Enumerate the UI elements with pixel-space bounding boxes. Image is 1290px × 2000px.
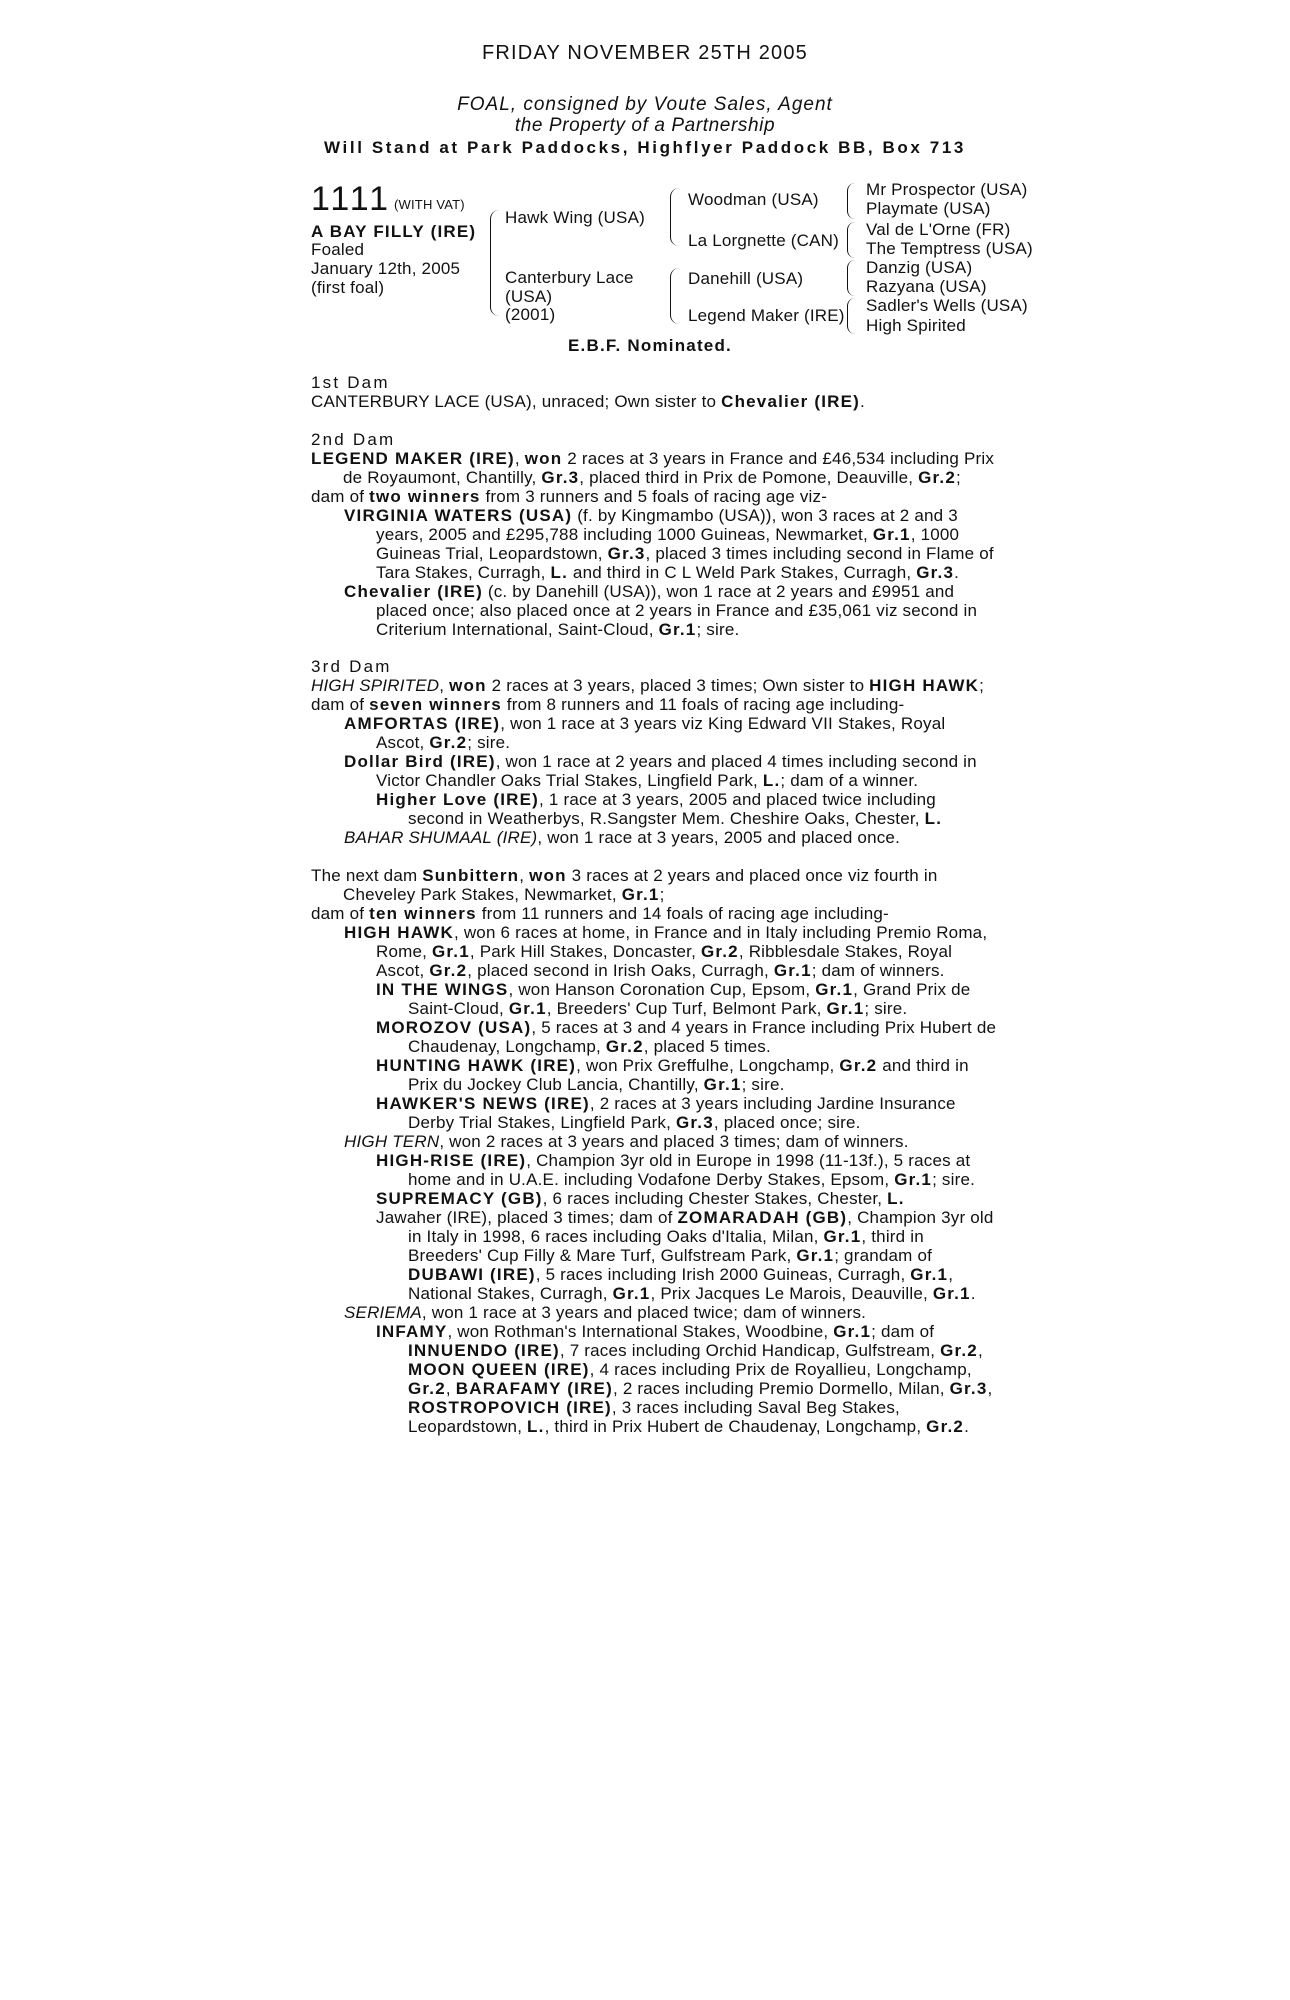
dam-sire: Danehill (USA) xyxy=(688,269,804,288)
pedigree-brace-2b xyxy=(670,268,679,324)
dollar-bird-line-2: Victor Chandler Oaks Trial Stakes, Lingfield Park, L.; dam of a winner. xyxy=(376,771,919,790)
pedigree-brace-1 xyxy=(490,210,499,316)
dam-name: Canterbury Lace xyxy=(505,268,634,287)
dam-year: (2001) xyxy=(505,305,556,324)
stand-location: Will Stand at Park Paddocks, Highflyer Paddock BB, Box 713 xyxy=(324,138,966,157)
next-dam-line-1: The next dam Sunbittern, won 3 races at 2 years and placed once viz fourth in xyxy=(311,866,938,885)
first-foal-note: (first foal) xyxy=(311,278,385,297)
first-dam-heading: 1st Dam xyxy=(311,373,390,392)
hawkers-news-line-2: Derby Trial Stakes, Lingfield Park, Gr.3, placed once; sire. xyxy=(408,1113,861,1132)
seriema-line: SERIEMA, won 1 race at 3 years and placed twice; dam of winners. xyxy=(344,1303,867,1322)
sale-date: FRIDAY NOVEMBER 25TH 2005 xyxy=(481,42,809,64)
sire-name: Hawk Wing (USA) xyxy=(505,208,645,227)
high-tern-line: HIGH TERN, won 2 races at 3 years and placed 3 times; dam of winners. xyxy=(344,1132,909,1151)
morozov-line-2: Chaudenay, Longchamp, Gr.2, placed 5 times. xyxy=(408,1037,771,1056)
infamy-line-1: INFAMY, won Rothman's International Stakes, Woodbine, Gr.1; dam of xyxy=(376,1322,935,1341)
jawaher-line-3: Breeders' Cup Filly & Mare Turf, Gulfstream Park, Gr.1; grandam of xyxy=(408,1246,933,1265)
next-dam-line-2: Cheveley Park Stakes, Newmarket, Gr.1; xyxy=(343,885,665,904)
hunting-hawk-line-2: Prix du Jockey Club Lancia, Chantilly, Gr.1; sire. xyxy=(408,1075,785,1094)
high-hawk-line-3: Ascot, Gr.2, placed second in Irish Oaks, Curragh, Gr.1; dam of winners. xyxy=(376,961,945,980)
third-dam-line-2: dam of seven winners from 8 runners and 11 foals of racing age including- xyxy=(311,695,905,714)
second-dam-line-2: de Royaumont, Chantilly, Gr.3, placed third in Prix de Pomone, Deauville, Gr.2; xyxy=(343,468,961,487)
amfortas-line-2: Ascot, Gr.2; sire. xyxy=(376,733,511,752)
vat-note: (WITH VAT) xyxy=(394,197,465,212)
amfortas-line-1: AMFORTAS (IRE), won 1 race at 3 years viz King Edward VII Stakes, Royal xyxy=(344,714,946,733)
third-dam-heading: 3rd Dam xyxy=(311,657,392,676)
virginia-waters-line-1: VIRGINIA WATERS (USA) (f. by Kingmambo (USA)), won 3 races at 2 and 3 xyxy=(344,506,958,525)
supremacy-line: SUPREMACY (GB), 6 races including Chester Stakes, Chester, L. xyxy=(376,1189,905,1208)
chevalier-line-3: Criterium International, Saint-Cloud, Gr.1; sire. xyxy=(376,620,740,639)
jawaher-line-2: in Italy in 1998, 6 races including Oaks d'Italia, Milan, Gr.1, third in xyxy=(408,1227,924,1246)
infamy-line-3: MOON QUEEN (IRE), 4 races including Prix de Royallieu, Longchamp, xyxy=(408,1360,972,1379)
chevalier-line-1: Chevalier (IRE) (c. by Danehill (USA)), won 1 race at 2 years and £9951 and xyxy=(344,582,955,601)
jawaher-line-5: National Stakes, Curragh, Gr.1, Prix Jacques Le Marois, Deauville, Gr.1. xyxy=(408,1284,976,1303)
granddam-3: Razyana (USA) xyxy=(866,277,987,296)
next-dam-line-3: dam of ten winners from 11 runners and 14 foals of racing age including- xyxy=(311,904,889,923)
granddam-2: The Temptress (USA) xyxy=(866,239,1033,258)
infamy-line-4: Gr.2, BARAFAMY (IRE), 2 races including Premio Dormello, Milan, Gr.3, xyxy=(408,1379,993,1398)
jawaher-line-1: Jawaher (IRE), placed 3 times; dam of ZOMARADAH (GB), Champion 3yr old xyxy=(376,1208,994,1227)
high-hawk-line-1: HIGH HAWK, won 6 races at home, in France and in Italy including Premio Roma, xyxy=(344,923,988,942)
pedigree-brace-2a xyxy=(670,188,679,246)
morozov-line-1: MOROZOV (USA), 5 races at 3 and 4 years in France including Prix Hubert de xyxy=(376,1018,997,1037)
second-dam-line-3: dam of two winners from 3 runners and 5 foals of racing age viz- xyxy=(311,487,828,506)
higher-love-line-2: second in Weatherbys, R.Sangster Mem. Cheshire Oaks, Chester, L. xyxy=(408,809,943,828)
first-dam-text: CANTERBURY LACE (USA), unraced; Own sister to Chevalier (IRE). xyxy=(311,392,865,411)
sire-sire: Woodman (USA) xyxy=(688,190,819,209)
high-rise-line-1: HIGH-RISE (IRE), Champion 3yr old in Europe in 1998 (11-13f.), 5 races at xyxy=(376,1151,971,1170)
hunting-hawk-line-1: HUNTING HAWK (IRE), won Prix Greffulhe, Longchamp, Gr.2 and third in xyxy=(376,1056,969,1075)
grandsire-2: Val de L'Orne (FR) xyxy=(866,220,1011,239)
jawaher-line-4: DUBAWI (IRE), 5 races including Irish 2000 Guineas, Curragh, Gr.1, xyxy=(408,1265,954,1284)
virginia-waters-line-2: years, 2005 and £295,788 including 1000 Guineas, Newmarket, Gr.1, 1000 xyxy=(376,525,960,544)
dam-origin: (USA) xyxy=(505,287,553,306)
bahar-shumaal-line: BAHAR SHUMAAL (IRE), won 1 race at 3 years, 2005 and placed once. xyxy=(344,828,901,847)
dollar-bird-line-1: Dollar Bird (IRE), won 1 race at 2 years and placed 4 times including second in xyxy=(344,752,977,771)
second-dam-heading: 2nd Dam xyxy=(311,430,396,449)
pedigree-brace-3b xyxy=(847,222,855,258)
pedigree-brace-3a xyxy=(847,183,855,219)
high-rise-line-2: home and in U.A.E. including Vodafone Derby Stakes, Epsom, Gr.1; sire. xyxy=(408,1170,976,1189)
high-hawk-line-2: Rome, Gr.1, Park Hill Stakes, Doncaster, Gr.2, Ribblesdale Stakes, Royal xyxy=(376,942,953,961)
lot-description: A BAY FILLY (IRE) xyxy=(311,222,477,241)
infamy-line-5: ROSTROPOVICH (IRE), 3 races including Saval Beg Stakes, xyxy=(408,1398,900,1417)
second-dam-line-1: LEGEND MAKER (IRE), won 2 races at 3 years in France and £46,534 including Prix xyxy=(311,449,995,468)
third-dam-line-1: HIGH SPIRITED, won 2 races at 3 years, placed 3 times; Own sister to HIGH HAWK; xyxy=(311,676,985,695)
ebf-nomination: E.B.F. Nominated. xyxy=(568,336,732,355)
consignor-line: FOAL, consigned by Voute Sales, Agent xyxy=(457,94,833,115)
granddam-4: High Spirited xyxy=(866,316,966,335)
hawkers-news-line-1: HAWKER'S NEWS (IRE), 2 races at 3 years including Jardine Insurance xyxy=(376,1094,956,1113)
foaled-date: January 12th, 2005 xyxy=(311,259,461,278)
sire-dam: La Lorgnette (CAN) xyxy=(688,231,840,250)
property-line: the Property of a Partnership xyxy=(514,115,776,136)
higher-love-line-1: Higher Love (IRE), 1 race at 3 years, 2005 and placed twice including xyxy=(376,790,936,809)
infamy-line-2: INNUENDO (IRE), 7 races including Orchid Handicap, Gulfstream, Gr.2, xyxy=(408,1341,983,1360)
foaled-label: Foaled xyxy=(311,240,365,259)
lot-number: 1111 xyxy=(311,180,392,218)
granddam-1: Playmate (USA) xyxy=(866,199,991,218)
chevalier-line-2: placed once; also placed once at 2 years in France and £35,061 viz second in xyxy=(376,601,978,620)
grandsire-4: Sadler's Wells (USA) xyxy=(866,296,1028,315)
grandsire-3: Danzig (USA) xyxy=(866,258,973,277)
grandsire-1: Mr Prospector (USA) xyxy=(866,180,1028,199)
virginia-waters-line-4: Tara Stakes, Curragh, L. and third in C L Weld Park Stakes, Curragh, Gr.3. xyxy=(376,563,960,582)
dam-dam: Legend Maker (IRE) xyxy=(688,306,845,325)
in-the-wings-line-1: IN THE WINGS, won Hanson Coronation Cup, Epsom, Gr.1, Grand Prix de xyxy=(376,980,971,999)
in-the-wings-line-2: Saint-Cloud, Gr.1, Breeders' Cup Turf, Belmont Park, Gr.1; sire. xyxy=(408,999,908,1018)
infamy-line-6: Leopardstown, L., third in Prix Hubert de Chaudenay, Longchamp, Gr.2. xyxy=(408,1417,969,1436)
pedigree-brace-3c xyxy=(847,260,855,296)
pedigree-brace-3d xyxy=(847,298,855,334)
virginia-waters-line-3: Guineas Trial, Leopardstown, Gr.3, placed 3 times including second in Flame of xyxy=(376,544,994,563)
